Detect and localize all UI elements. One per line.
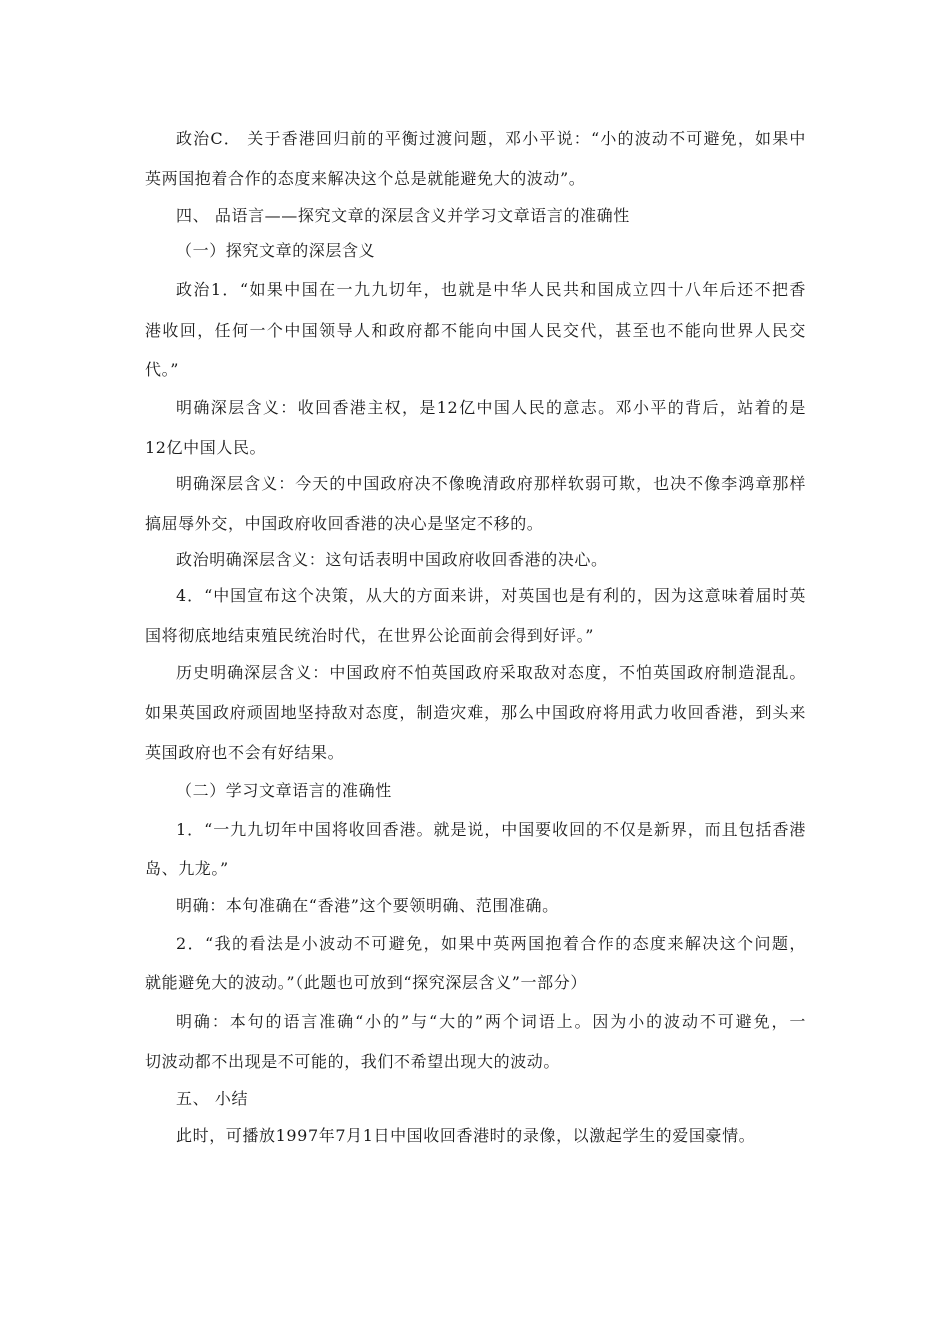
paragraph-line: 明确深层含义：收回香港主权，是12亿中国人民的意志。邓小平的背后，站着的是 bbox=[176, 398, 806, 417]
subsection-heading: （一）探究文章的深层含义 bbox=[176, 241, 376, 260]
paragraph-line: 代。” bbox=[145, 360, 179, 379]
paragraph-line: 英国政府也不会有好结果。 bbox=[145, 743, 345, 762]
paragraph-line: 明确：本句的语言准确“小的”与“大的”两个词语上。因为小的波动不可避免，一 bbox=[176, 1012, 806, 1031]
paragraph-line: 历史明确深层含义：中国政府不怕英国政府采取敌对态度，不怕英国政府制造混乱。 bbox=[176, 663, 806, 682]
paragraph-line: 明确深层含义：今天的中国政府决不像晚清政府那样软弱可欺，也决不像李鸿章那样 bbox=[176, 474, 806, 493]
paragraph-line: 英两国抱着合作的态度来解决这个总是就能避免大的波动”。 bbox=[145, 169, 586, 188]
paragraph-line: 港收回，任何一个中国领导人和政府都不能向中国人民交代，甚至也不能向世界人民交 bbox=[145, 321, 806, 340]
paragraph-line: 政治C． 关于香港回归前的平衡过渡问题，邓小平说：“小的波动不可避免，如果中 bbox=[176, 129, 806, 148]
paragraph-line: 1．“一九九切年中国将收回香港。就是说，中国要收回的不仅是新界，而且包括香港 bbox=[176, 820, 806, 839]
paragraph-line: 2．“我的看法是小波动不可避免，如果中英两国抱着合作的态度来解决这个问题， bbox=[176, 934, 806, 953]
paragraph-line: 就能避免大的波动。”（此题也可放到“探究深层含义”一部分） bbox=[145, 973, 587, 992]
paragraph-line: 12亿中国人民。 bbox=[145, 438, 267, 457]
paragraph-line: 明确：本句准确在“香港”这个要领明确、范围准确。 bbox=[176, 896, 559, 915]
section-heading: 四、 品语言——探究文章的深层含义并学习文章语言的准确性 bbox=[176, 206, 630, 225]
paragraph-line: 此时，可播放1997年7月1日中国收回香港时的录像，以激起学生的爱国豪情。 bbox=[176, 1126, 756, 1145]
paragraph-line: 4．“中国宣布这个决策，从大的方面来讲，对英国也是有利的，因为这意味着届时英 bbox=[176, 586, 806, 605]
paragraph-line: 切波动都不出现是不可能的，我们不希望出现大的波动。 bbox=[145, 1052, 561, 1071]
paragraph-line: 搞屈辱外交，中国政府收回香港的决心是坚定不移的。 bbox=[145, 514, 544, 533]
section-heading: 五、 小结 bbox=[176, 1089, 249, 1108]
paragraph-line: 政治明确深层含义：这句话表明中国政府收回香港的决心。 bbox=[176, 550, 608, 569]
paragraph-line: 如果英国政府顽固地坚持敌对态度，制造灾难，那么中国政府将用武力收回香港，到头来 bbox=[145, 703, 806, 722]
subsection-heading: （二）学习文章语言的准确性 bbox=[176, 781, 392, 800]
paragraph-line: 岛、九龙。” bbox=[145, 859, 229, 878]
paragraph-line: 政治1．“如果中国在一九九切年，也就是中华人民共和国成立四十八年后还不把香 bbox=[176, 280, 806, 299]
paragraph-line: 国将彻底地结束殖民统治时代，在世界公论面前会得到好评。” bbox=[145, 626, 594, 645]
